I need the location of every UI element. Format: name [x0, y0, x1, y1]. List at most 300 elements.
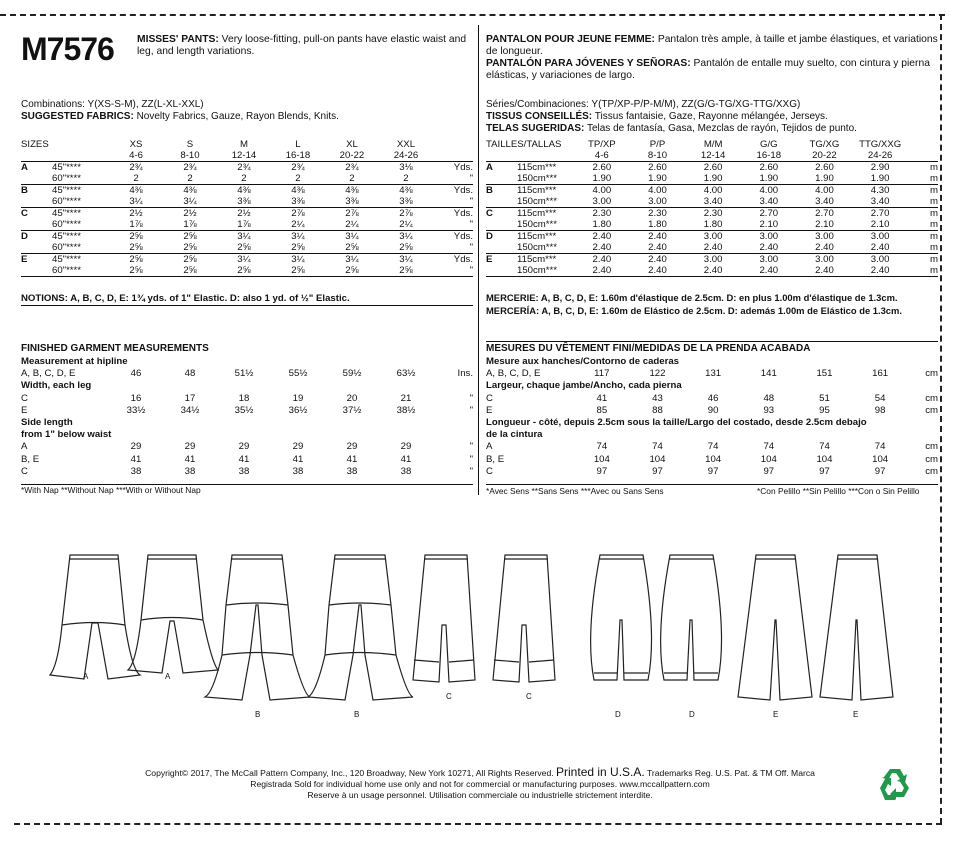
- yardage-value: 3.40: [741, 196, 797, 208]
- measurement-value: 48: [763, 392, 775, 404]
- view-letter: A: [21, 162, 28, 173]
- yardage-value: 1.80: [574, 219, 630, 231]
- fabric-width: 150cm***: [509, 265, 574, 277]
- measurement-heading: Mesure aux hanches/Contorno de caderas: [486, 356, 679, 367]
- measurement-label: C: [486, 465, 493, 477]
- yardage-row: [21, 231, 473, 243]
- size-header-blank: [433, 139, 473, 150]
- yardage-value: 2.30: [648, 208, 667, 219]
- view-letter: C: [21, 208, 28, 219]
- measurement-value: 48: [184, 368, 196, 380]
- size-header-cell: M: [239, 139, 248, 150]
- yardage-value: 2.10: [797, 219, 853, 231]
- view-label-b1: B: [255, 710, 261, 719]
- yardage-value: 2⅝: [325, 265, 379, 277]
- measurement-unit: ": [469, 404, 473, 416]
- size-header-cell: L: [295, 139, 301, 150]
- yardage-unit: ": [433, 265, 473, 277]
- yardage-row: [21, 162, 473, 174]
- view-label-e2: E: [853, 710, 859, 719]
- measurement-heading: Longueur - côté, depuis 2.5cm sous la taille/Largo del costado, desde 2.5cm debajo: [486, 417, 867, 429]
- yardage-value: 2½: [183, 208, 197, 219]
- yardage-value: 2.70: [815, 208, 834, 219]
- measurement-label: C: [486, 392, 493, 404]
- measurement-value: 97: [819, 465, 830, 477]
- yardage-value: 2: [217, 173, 271, 185]
- yardage-unit: ": [433, 219, 473, 231]
- measurement-value: 29: [346, 441, 358, 453]
- measurement-value: 41: [184, 453, 196, 465]
- view-letter: [21, 173, 44, 185]
- measurement-row: [21, 393, 473, 405]
- size-number-blank: [908, 150, 938, 162]
- measurement-value: 19: [292, 392, 304, 404]
- yardage-value: 2.60: [703, 162, 723, 173]
- fabric-width: 60"****: [44, 196, 109, 208]
- measurement-label: A, B, C, D, E: [21, 368, 76, 380]
- measurement-row: [21, 417, 473, 429]
- yardage-value: 1⅞: [217, 219, 271, 231]
- measurement-value: 41: [292, 453, 304, 465]
- yardage-value: 3.40: [852, 196, 908, 208]
- view-label-c1: C: [446, 692, 452, 701]
- yardage-value: 1⅞: [109, 219, 163, 231]
- measurement-value: 38½: [396, 404, 416, 416]
- measurement-value: 104: [593, 453, 610, 465]
- measurement-value: 104: [816, 453, 833, 465]
- yardage-value: 1.90: [797, 173, 853, 185]
- view-letter: B: [486, 185, 493, 196]
- right-notions-rule: [486, 341, 938, 342]
- yardage-value: 2⅝: [217, 242, 271, 254]
- measurement-value: 38: [184, 465, 196, 477]
- measurement-label: A: [486, 441, 493, 453]
- size-number-cell: 12-14: [685, 150, 741, 162]
- yardage-value: 2.40: [592, 231, 612, 242]
- yardage-value: 2⅝: [183, 254, 197, 265]
- yardage-value: 3.00: [703, 254, 723, 265]
- yardage-row: [486, 196, 938, 208]
- yardage-value: 2: [109, 173, 163, 185]
- measurement-row: [486, 393, 938, 405]
- measurement-heading: de la cintura: [486, 429, 543, 441]
- yardage-value: 2.40: [685, 242, 741, 254]
- measurement-unit: ": [469, 465, 473, 477]
- measurement-heading: from 1" below waist: [21, 429, 112, 441]
- yardage-value: 2.40: [648, 254, 667, 265]
- yardage-value: 2.40: [852, 242, 908, 254]
- yardage-row: [486, 231, 938, 243]
- measurement-value: 117: [594, 368, 610, 380]
- size-number-blank: [486, 150, 574, 162]
- measurement-unit: cm: [925, 368, 938, 380]
- view-d-back-drawing: [661, 555, 722, 680]
- measurement-value: 29: [400, 441, 412, 453]
- yardage-value: 4.30: [870, 185, 890, 196]
- left-intro: [137, 34, 475, 58]
- yardage-value: 2.10: [741, 219, 797, 231]
- yardage-value: 2⅝: [217, 265, 271, 277]
- yardage-value: 2.70: [759, 208, 779, 219]
- yardage-value: 4.00: [592, 185, 612, 196]
- size-header-label: TAILLES/TALLAS: [486, 139, 562, 150]
- view-letter: [21, 242, 44, 254]
- measurement-value: 141: [760, 368, 777, 380]
- measurement-value: 93: [763, 404, 775, 416]
- measurement-row: [486, 405, 938, 417]
- measurement-value: 17: [184, 392, 196, 404]
- measurement-heading: Largeur, chaque jambe/Ancho, cada pierna: [486, 380, 682, 392]
- yardage-value: 2⅝: [163, 265, 217, 277]
- measurement-value: 74: [874, 441, 886, 453]
- top-cut-line: [0, 14, 945, 16]
- view-letter: [486, 173, 509, 185]
- measurement-value: 74: [652, 441, 663, 453]
- yardage-value: 2.40: [574, 242, 630, 254]
- yardage-value: 2.10: [852, 219, 908, 231]
- yardage-value: 2.40: [852, 265, 908, 277]
- yardage-value: 3.00: [815, 231, 834, 242]
- yardage-value: 2⅝: [379, 242, 433, 254]
- size-number-blank: [21, 150, 109, 162]
- measurement-value: 54: [874, 392, 886, 404]
- yardage-value: 1.90: [852, 173, 908, 185]
- measurement-row: [486, 441, 938, 453]
- yardage-value: 4⅜: [183, 185, 197, 196]
- yardage-value: 3⅜: [325, 196, 379, 208]
- yardage-value: 4.00: [759, 185, 779, 196]
- yardage-unit: m: [930, 162, 938, 173]
- yardage-value: 2¾: [291, 162, 305, 173]
- measurement-unit: Ins.: [457, 368, 473, 380]
- size-header-cell: TP/XP: [587, 139, 616, 150]
- view-letter: E: [21, 254, 28, 265]
- yardage-value: 2½: [237, 208, 251, 219]
- yardage-value: 2⅞: [345, 208, 359, 219]
- measurement-unit: cm: [925, 392, 938, 404]
- fabric-width: 115cm***: [517, 162, 557, 173]
- measurement-label: C: [21, 465, 28, 477]
- measurement-row: [21, 380, 473, 392]
- size-header-cell: M/M: [703, 139, 723, 150]
- yardage-row: [486, 162, 938, 174]
- right-nap-rule: [486, 484, 938, 485]
- measurement-value: 151: [816, 368, 833, 380]
- view-letter: [486, 265, 509, 277]
- left-title: MISSES' PANTS:: [137, 34, 219, 45]
- size-header-blank: [908, 139, 938, 150]
- measurement-value: 98: [874, 404, 886, 416]
- fabric-width: 150cm***: [509, 242, 574, 254]
- fabric-width: 60"****: [44, 173, 109, 185]
- left-finished-title: FINISHED GARMENT MEASUREMENTS: [21, 343, 209, 354]
- yardage-value: 2.60: [815, 162, 834, 173]
- yardage-value: 3.00: [703, 231, 723, 242]
- yardage-value: 3.00: [870, 231, 890, 242]
- yardage-value: 2.70: [870, 208, 890, 219]
- measurement-value: 29: [130, 441, 142, 453]
- yardage-row: [486, 208, 938, 220]
- view-label-a1: A: [83, 672, 89, 681]
- yardage-value: 4⅜: [129, 185, 143, 196]
- yardage-value: 3⅛: [399, 162, 413, 173]
- right-yardage: [486, 139, 938, 277]
- size-number-cell: 8-10: [630, 150, 686, 162]
- yardage-unit: m: [908, 173, 938, 185]
- measurement-value: 51½: [234, 368, 254, 380]
- measurement-label: A, B, C, D, E: [486, 368, 541, 380]
- measurement-value: 85: [596, 404, 608, 416]
- size-header-row: [486, 139, 938, 150]
- view-e-front-drawing: [738, 555, 812, 700]
- fabric-width: 60"****: [44, 265, 109, 277]
- size-header-cell: G/G: [760, 139, 778, 150]
- yardage-value: 1.90: [630, 173, 686, 185]
- size-header-cell: XS: [129, 139, 143, 150]
- yardage-value: 4.00: [648, 185, 667, 196]
- measurement-row: [21, 429, 473, 441]
- measurement-value: 33½: [126, 404, 146, 416]
- measurement-row: [486, 454, 938, 466]
- yardage-value: 2⅝: [271, 242, 325, 254]
- fabric-width: 60"****: [44, 242, 109, 254]
- measurement-value: 74: [763, 441, 775, 453]
- view-letter: [21, 265, 44, 277]
- yardage-value: 2.40: [741, 242, 797, 254]
- measurement-value: 41: [400, 453, 412, 465]
- measurement-heading: Side length: [21, 417, 73, 429]
- view-letter: [21, 196, 44, 208]
- yardage-value: 2: [379, 173, 433, 185]
- measurement-unit: cm: [925, 453, 938, 465]
- view-letter: A: [486, 162, 493, 173]
- measurement-value: 104: [705, 453, 722, 465]
- yardage-value: 2.40: [741, 265, 797, 277]
- measurement-unit: cm: [925, 441, 938, 453]
- right-finished-title: MESURES DU VÊTEMENT FINI/MEDIDAS DE LA PRENDA ACABADA: [486, 343, 811, 354]
- yardage-value: 2⅝: [109, 242, 163, 254]
- yardage-row: [486, 173, 938, 185]
- view-a-back-drawing: [128, 555, 218, 673]
- yardage-value: 3¼: [345, 231, 359, 242]
- yardage-value: 1.90: [741, 173, 797, 185]
- measurement-value: 63½: [396, 368, 416, 380]
- size-number-cell: 4-6: [109, 150, 163, 162]
- yardage-value: 3.40: [685, 196, 741, 208]
- yardage-value: 2⅞: [291, 208, 305, 219]
- measurement-value: 38: [130, 465, 142, 477]
- suggested-fabrics: SUGGESTED FABRICS: Novelty Fabrics, Gauze, Rayon Blends, Knits.: [21, 111, 339, 122]
- yardage-value: 2: [163, 173, 217, 185]
- size-number-cell: 20-22: [797, 150, 853, 162]
- measurement-value: 29: [184, 441, 196, 453]
- yardage-unit: m: [908, 196, 938, 208]
- size-number-cell: 8-10: [163, 150, 217, 162]
- measurement-value: 161: [872, 368, 889, 380]
- yardage-value: 4.00: [815, 185, 834, 196]
- yardage-value: 2.40: [574, 265, 630, 277]
- measurement-value: 104: [872, 453, 889, 465]
- measurement-value: 35½: [234, 404, 254, 416]
- size-number-cell: 4-6: [574, 150, 630, 162]
- measurement-value: 74: [596, 441, 608, 453]
- yardage-row: [486, 242, 938, 254]
- view-letter: E: [486, 254, 493, 265]
- view-e-back-drawing: [820, 555, 893, 700]
- measurement-value: 41: [596, 392, 608, 404]
- yardage-value: 1.90: [574, 173, 630, 185]
- yardage-value: 2.40: [797, 242, 853, 254]
- measurement-unit: cm: [925, 465, 938, 477]
- yardage-row: [486, 254, 938, 266]
- yardage-unit: Yds.: [453, 185, 473, 196]
- measurement-value: 38: [400, 465, 412, 477]
- measurement-label: B, E: [21, 453, 40, 465]
- measurement-unit: cm: [925, 404, 938, 416]
- size-number-row: [486, 150, 938, 162]
- yardage-row: [21, 208, 473, 220]
- yardage-value: 3.40: [797, 196, 853, 208]
- view-letter: [486, 196, 509, 208]
- measurement-row: [486, 380, 938, 392]
- yardage-unit: m: [930, 254, 938, 265]
- yardage-value: 3⅜: [217, 196, 271, 208]
- measurement-value: 88: [652, 404, 663, 416]
- measurement-row: [21, 405, 473, 417]
- view-label-d2: D: [689, 710, 695, 719]
- measurement-heading: Measurement at hipline: [21, 356, 128, 367]
- size-header-cell: TTG/XXG: [859, 139, 902, 150]
- left-description: Very loose-fitting, pull-on pants have elastic waist and leg, and length variations.: [137, 34, 467, 57]
- measurement-value: 41: [346, 453, 358, 465]
- size-header-cell: P/P: [649, 139, 666, 150]
- view-label-b2: B: [354, 710, 360, 719]
- yardage-value: 1.90: [685, 173, 741, 185]
- yardage-row: [21, 173, 473, 185]
- yardage-value: 3¼: [399, 254, 413, 265]
- left-nap-note: *With Nap **Without Nap ***With or Without Nap: [21, 485, 201, 495]
- measurement-value: 36½: [288, 404, 308, 416]
- size-number-row: [21, 150, 473, 162]
- yardage-value: 2.60: [648, 162, 667, 173]
- measurement-row: [21, 441, 473, 453]
- yardage-unit: m: [908, 219, 938, 231]
- yardage-value: 2.40: [592, 254, 612, 265]
- right-nap-fr: *Avec Sens **Sans Sens ***Avec ou Sans Sens: [486, 486, 664, 496]
- view-letter: D: [21, 231, 28, 242]
- view-letter: C: [486, 208, 493, 219]
- measurement-value: 97: [652, 465, 663, 477]
- measurement-value: 29: [292, 441, 304, 453]
- measurement-value: 74: [707, 441, 719, 453]
- view-letter: [21, 219, 44, 231]
- yardage-value: 3.00: [870, 254, 890, 265]
- size-header-cell: XL: [346, 139, 358, 150]
- measurement-heading: Width, each leg: [21, 380, 92, 392]
- yardage-value: 3¼: [237, 231, 251, 242]
- yardage-row: [21, 219, 473, 231]
- yardage-value: 3⅜: [271, 196, 325, 208]
- yardage-unit: m: [930, 208, 938, 219]
- size-number-cell: 16-18: [271, 150, 325, 162]
- view-d-front-drawing: [591, 555, 652, 680]
- yardage-value: 4.00: [703, 185, 723, 196]
- yardage-row: [21, 185, 473, 197]
- recycle-icon: [876, 766, 914, 802]
- yardage-row: [486, 219, 938, 231]
- size-number-cell: 16-18: [741, 150, 797, 162]
- bottom-cut-line: [14, 823, 942, 825]
- fabric-width: 45"****: [52, 208, 82, 219]
- yardage-value: 2¾: [345, 162, 359, 173]
- yardage-row: [21, 265, 473, 277]
- measurement-value: 38: [238, 465, 250, 477]
- measurement-value: 131: [705, 368, 722, 380]
- yardage-unit: Yds.: [453, 162, 473, 173]
- yardage-value: 2.40: [648, 231, 667, 242]
- fabric-width: 45"****: [52, 254, 82, 265]
- view-letter: D: [486, 231, 493, 242]
- yardage-value: 3.00: [574, 196, 630, 208]
- yardage-value: 2⅝: [183, 231, 197, 242]
- measurement-value: 29: [238, 441, 250, 453]
- view-b-back-drawing: [308, 555, 413, 700]
- yardage-value: 2⅝: [129, 254, 143, 265]
- left-yardage: [21, 139, 473, 277]
- yardage-value: 1.80: [630, 219, 686, 231]
- view-b-front-drawing: [205, 555, 310, 700]
- yardage-value: 2⅞: [399, 208, 413, 219]
- fabric-width: 45"****: [52, 185, 82, 196]
- view-label-a2: A: [165, 672, 171, 681]
- right-intro: PANTALON POUR JEUNE FEMME: Pantalon très ample, à taille et jambe élastiques, et variations de longueur. PANTALÓN PARA JÓVENES Y SEÑORAS: Pantalón de entalle muy suelto, con cintura y pierna elásticas, y variaciones de largo.: [486, 34, 938, 81]
- right-mercerie: MERCERIE: A, B, C, D, E: 1.60m d'élastique de 2.5cm. D: en plus 1.00m d'élastique de 1.3cm. MERCERÍA: A, B, C, D, E: 1.60m de Elástico de 2.5cm. D: además 1.00m de Elástico de 1.3cm.: [486, 292, 902, 316]
- view-c-back-drawing: [493, 555, 555, 682]
- footer: Copyright© 2017, The McCall Pattern Company, Inc., 120 Broadway, New York 10271, All Rights Reserved. Printed in U.S.A. Trademarks Reg. U.S. Pat. & TM Off. Marca Registrada Sold for individual home use only and not for commercial or manufacturing purposes. www.mccallpattern.com Reserve à un usage personnel. Utilisation commerciale ou industrielle strictement interdite.: [145, 765, 815, 800]
- yardage-value: 2.30: [592, 208, 612, 219]
- measurement-value: 95: [819, 404, 830, 416]
- yardage-unit: m: [908, 242, 938, 254]
- size-header-cell: S: [186, 139, 194, 150]
- view-label-e1: E: [773, 710, 779, 719]
- measurement-value: 38: [346, 465, 358, 477]
- yardage-unit: ": [433, 242, 473, 254]
- measurement-value: 18: [238, 392, 250, 404]
- size-number-blank: [433, 150, 473, 162]
- view-label-d1: D: [615, 710, 621, 719]
- yardage-value: 2⅝: [379, 265, 433, 277]
- measurement-value: 59½: [342, 368, 362, 380]
- measurement-value: 97: [596, 465, 608, 477]
- yardage-value: 4⅜: [237, 185, 251, 196]
- yardage-unit: m: [930, 185, 938, 196]
- yardage-value: 2.40: [630, 265, 686, 277]
- yardage-value: 3.00: [630, 196, 686, 208]
- yardage-value: 3¼: [291, 254, 305, 265]
- yardage-value: 2¼: [271, 219, 325, 231]
- left-finished-table: [21, 356, 473, 478]
- combinations: Combinations: Y(XS-S-M), ZZ(L-XL-XXL): [21, 99, 204, 110]
- yardage-unit: Yds.: [453, 231, 473, 242]
- yardage-value: 3¼: [237, 254, 251, 265]
- yardage-unit: ": [433, 173, 473, 185]
- yardage-value: 2¼: [379, 219, 433, 231]
- fabric-width: 115cm***: [517, 208, 557, 219]
- measurement-value: 16: [130, 392, 142, 404]
- yardage-value: 2.40: [685, 265, 741, 277]
- view-c-front-drawing: [413, 555, 475, 682]
- view-letter: [486, 242, 509, 254]
